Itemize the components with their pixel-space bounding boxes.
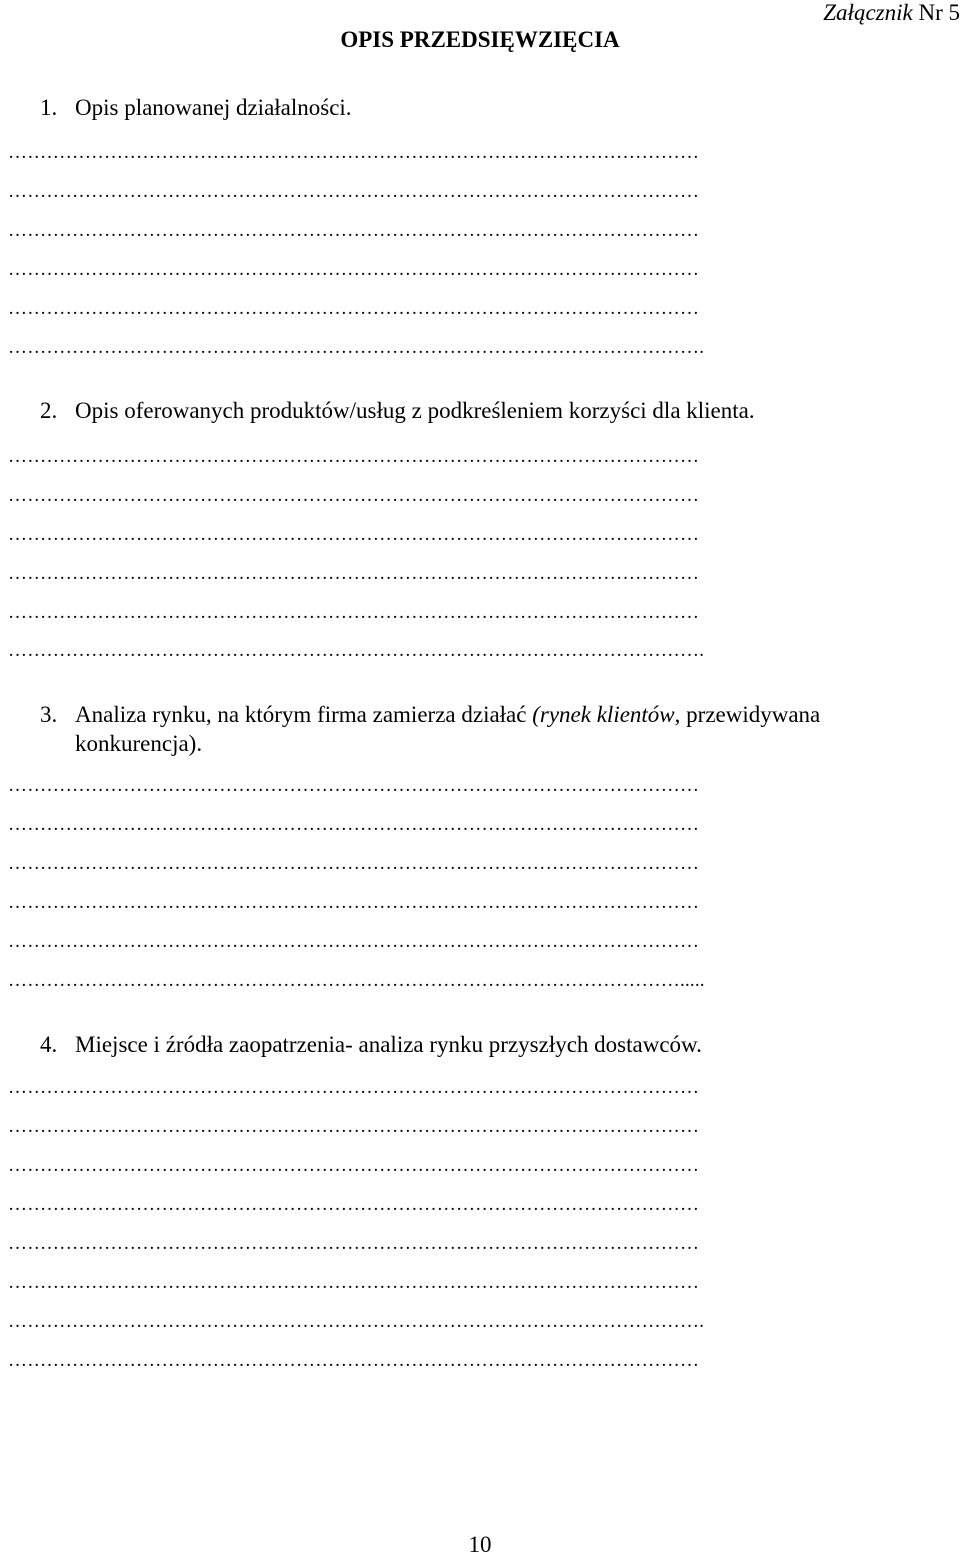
fill-line: ……………………………………………………………………………………………… [8, 1117, 700, 1136]
fill-line: ………………………………………………………………………………………………. [8, 338, 705, 357]
fill-line: ……………………………………………………………………………………………… [8, 776, 700, 795]
fill-line: ……………………………………………………………………………………………… [8, 182, 700, 201]
fill-line: ……………………………………………………………………………………………… [8, 932, 700, 951]
fill-line: ………………………………………………………………………………………………. [8, 1312, 705, 1331]
page-number: 10 [468, 1532, 492, 1557]
fill-line: ……………………………………………………………………………………………… [8, 564, 700, 583]
fill-line: ……………………………………………………………………………………………… [8, 1156, 700, 1175]
section-3-heading: 3. Analiza rynku, na którym firma zamierza działać (rynek klientów, przewidywana [40, 702, 821, 727]
fill-line: ……………………………………………………………………………………………… [8, 1195, 700, 1214]
fill-line: ……………………………………………………………………………………………..... [8, 971, 705, 990]
fill-line: ………………………………………………………………………………………………. [8, 641, 705, 660]
fill-line: ……………………………………………………………………………………………… [8, 299, 700, 318]
fill-line: ……………………………………………………………………………………………… [8, 221, 700, 240]
fill-line: ……………………………………………………………………………………………… [8, 815, 700, 834]
section-3-heading-continuation: konkurencja). [75, 731, 203, 756]
fill-line: ……………………………………………………………………………………………… [8, 486, 700, 505]
fill-line: ……………………………………………………………………………………………… [8, 603, 700, 622]
section-1-heading: 1. Opis planowanej działalności. [40, 95, 352, 120]
fill-line: ……………………………………………………………………………………………… [8, 1273, 700, 1292]
fill-line: ……………………………………………………………………………………………… [8, 854, 700, 873]
fill-line: ……………………………………………………………………………………………… [8, 1078, 700, 1097]
fill-line: ……………………………………………………………………………………………… [8, 447, 700, 466]
fill-line: ……………………………………………………………………………………………… [8, 893, 700, 912]
fill-line: ……………………………………………………………………………………………… [8, 1351, 700, 1370]
annex-label: Załącznik Nr 5 [823, 0, 960, 25]
section-4-heading: 4. Miejsce i źródła zaopatrzenia- analiza rynku przyszłych dostawców. [40, 1032, 702, 1057]
fill-line: ……………………………………………………………………………………………… [8, 143, 700, 162]
fill-line: ……………………………………………………………………………………………… [8, 525, 700, 544]
document-title: OPIS PRZEDSIĘWZIĘCIA [340, 27, 620, 52]
fill-line: ……………………………………………………………………………………………… [8, 1234, 700, 1253]
section-2-heading: 2. Opis oferowanych produktów/usług z podkreśleniem korzyści dla klienta. [40, 398, 755, 423]
fill-line: ……………………………………………………………………………………………… [8, 260, 700, 279]
